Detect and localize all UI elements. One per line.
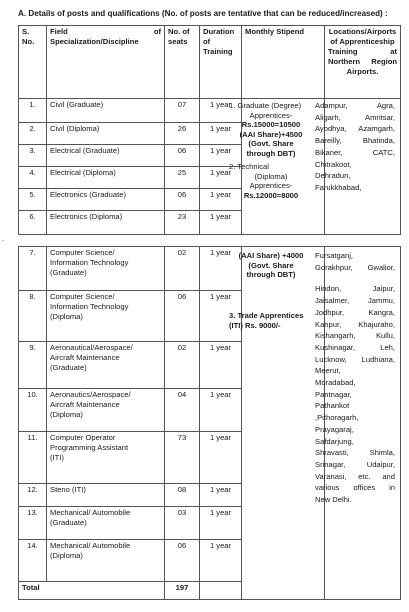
cell-field: Civil (Diploma)	[47, 123, 165, 145]
text-line: Jaisalmer, Jammu,	[315, 296, 395, 306]
text-line: (Govt. Share	[248, 260, 294, 270]
cell-sno: 13.	[19, 507, 47, 540]
text-line: Lucknow, Ludhiana,	[315, 354, 395, 364]
cell-sno: 2.	[19, 123, 47, 145]
cell-duration: 1 year	[200, 145, 242, 167]
text-line: Varanasi, etc. and	[315, 471, 395, 481]
cell-field: Aeronautical/Aerospace/ Aircraft Maintenance (Graduate)	[47, 342, 165, 389]
text-line: Ayodhya, Azamgarh,	[315, 124, 395, 134]
cell-seats: 03	[165, 507, 200, 540]
cell-seats: 25	[165, 167, 200, 189]
text-line	[315, 273, 395, 283]
text-line: 1. Graduate (Degree)	[229, 101, 302, 110]
header-sno: S. No.	[19, 26, 47, 99]
cell-field: Aeronautics/Aerospace/ Aircraft Maintenance (Diploma)	[47, 389, 165, 432]
text-line: 2. Technical	[229, 162, 269, 171]
cell-field: Mechanical/ Automobile (Graduate)	[47, 507, 165, 540]
text-line: Gorakhpur, Gwalior,	[315, 262, 395, 272]
cell-field: Electronics (Graduate)	[47, 189, 165, 211]
cell-sno: 12.	[19, 484, 47, 507]
text-line: Prayagaraj,	[315, 424, 354, 434]
cell-seats: 73	[165, 432, 200, 484]
header-seats: No. of seats	[165, 26, 200, 99]
cell-duration: 1 year	[200, 540, 242, 582]
cell-duration: 1 year	[200, 484, 242, 507]
cell-field: Computer Operator Programming Assistant (ITI)	[47, 432, 165, 484]
text-line: Kushinagar, Leh,	[315, 342, 395, 352]
cell-sno: 5.	[19, 189, 47, 211]
cell-seats: 06	[165, 291, 200, 342]
cell-seats: 06	[165, 540, 200, 582]
cell-sno: 10.	[19, 389, 47, 432]
text-line: Bareilly, Bhatinda,	[315, 136, 395, 146]
stipend-text-2	[229, 251, 313, 280]
cell-duration: 1 year	[200, 291, 242, 342]
stipend-text-3	[229, 311, 313, 330]
total-duration-empty	[200, 582, 242, 600]
cell-duration: 1 year	[200, 507, 242, 540]
text-line: (Diploma)	[254, 171, 288, 181]
cell-sno: 8.	[19, 291, 47, 342]
header-field: Field of Specialization/Discipline	[47, 26, 165, 99]
text-line: various offices in	[315, 483, 395, 493]
text-line: through DBT)	[246, 270, 296, 279]
text-line: Rs.12000=8000	[243, 190, 299, 200]
text-line: Apprentices-	[249, 110, 293, 120]
text-line: 3. Trade Apprentices	[229, 311, 304, 320]
text-line: Safdarjung,	[315, 436, 354, 446]
cell-sno: 3.	[19, 145, 47, 167]
text-line: (AAI Share)+4500	[239, 129, 303, 139]
cell-seats: 02	[165, 247, 200, 291]
cell-duration: 1 year	[200, 247, 242, 291]
total-label: Total	[19, 582, 165, 600]
section-heading: A. Details of posts and qualifications (No. of posts are tentative that can be reduced/increased) :	[18, 9, 388, 18]
text-line: Farukkhabad,	[315, 182, 362, 192]
cell-duration: 1 year	[200, 389, 242, 432]
cell-field: Computer Science/ Information Technology (Diploma)	[47, 291, 165, 342]
cell-field: Electrical (Diploma)	[47, 167, 165, 189]
text-line: ,Pithoragarh,	[315, 413, 359, 423]
text-line: Chitrakoot,	[315, 159, 352, 169]
text-line: (Govt. Share	[248, 139, 294, 148]
cell-seats: 06	[165, 189, 200, 211]
table-header-row	[19, 26, 401, 99]
cell-duration: 1 year	[200, 342, 242, 389]
cell-sno: 1.	[19, 99, 47, 123]
cell-stipend	[242, 247, 325, 600]
total-seats: 197	[165, 582, 200, 600]
text-line: New Delhi.	[315, 495, 352, 505]
cell-duration: 1 year	[200, 432, 242, 484]
cell-sno: 7.	[19, 247, 47, 291]
cell-seats: 08	[165, 484, 200, 507]
cell-sno: 14.	[19, 540, 47, 582]
text-line: Fursatganj,	[315, 251, 353, 260]
header-duration: Duration of Training	[200, 26, 242, 99]
text-line: Pantnagar,	[315, 389, 352, 399]
cell-sno: 6.	[19, 211, 47, 235]
locations-text-1	[315, 100, 395, 194]
stipend-text-1	[229, 101, 313, 200]
text-line: Adampur, Agra,	[315, 101, 395, 110]
text-line: Moradabad,	[315, 378, 356, 388]
text-line: Rs.15000=10500	[241, 120, 301, 129]
cell-sno: 11.	[19, 432, 47, 484]
text-line: Aligarh, Amritsar,	[315, 112, 395, 122]
cell-duration: 1 year	[200, 167, 242, 189]
cell-duration: 1 year	[200, 99, 242, 123]
cell-seats: 02	[165, 342, 200, 389]
cell-field: Computer Science/ Information Technology (Graduate)	[47, 247, 165, 291]
text-line: Hindon, Jaipur,	[315, 284, 395, 294]
cell-seats: 04	[165, 389, 200, 432]
text-line: Jodhpur, Kangra,	[315, 307, 395, 317]
cell-field: Electronics (Diploma)	[47, 211, 165, 235]
text-line: (AAI Share) +4000	[238, 251, 304, 260]
cell-field: Civil (Graduate)	[47, 99, 165, 123]
cell-duration: 1 year	[200, 211, 242, 235]
cell-duration: 1 year	[200, 189, 242, 211]
text-line: Meerut,	[315, 366, 341, 376]
cell-sno: 9.	[19, 342, 47, 389]
text-line: Kanpur, Khajuraho,	[315, 319, 395, 329]
header-stipend: Monthly Stipend	[242, 26, 325, 99]
text-line: Shravasti, Shimla,	[315, 448, 395, 458]
locations-text-2	[315, 250, 395, 506]
cell-field: Electrical (Graduate)	[47, 145, 165, 167]
cell-seats: 07	[165, 99, 200, 123]
text-line: Bikaner, CATC,	[315, 147, 395, 157]
header-locations: Locations/Airports of Apprenticeship Training at Northern Region Airports.	[325, 26, 401, 99]
text-line: through DBT)	[246, 148, 296, 158]
cell-duration: 1 year	[200, 123, 242, 145]
cell-sno: 4.	[19, 167, 47, 189]
cell-seats: 26	[165, 123, 200, 145]
text-line: (ITI) Rs. 9000/-	[229, 320, 281, 330]
text-line: Kishangarh, Kullu,	[315, 331, 395, 341]
cell-field: Mechanical/ Automobile (Diploma)	[47, 540, 165, 582]
cell-seats: 06	[165, 145, 200, 167]
text-line: Srinagar, Udaipur,	[315, 459, 395, 469]
text-line: Pathankot	[315, 401, 350, 411]
page-break-mark: -	[2, 238, 4, 244]
text-line: Dehradun,	[315, 171, 351, 181]
cell-seats: 23	[165, 211, 200, 235]
text-line: Apprentices-	[249, 181, 293, 190]
cell-field: Steno (ITI)	[47, 484, 165, 507]
